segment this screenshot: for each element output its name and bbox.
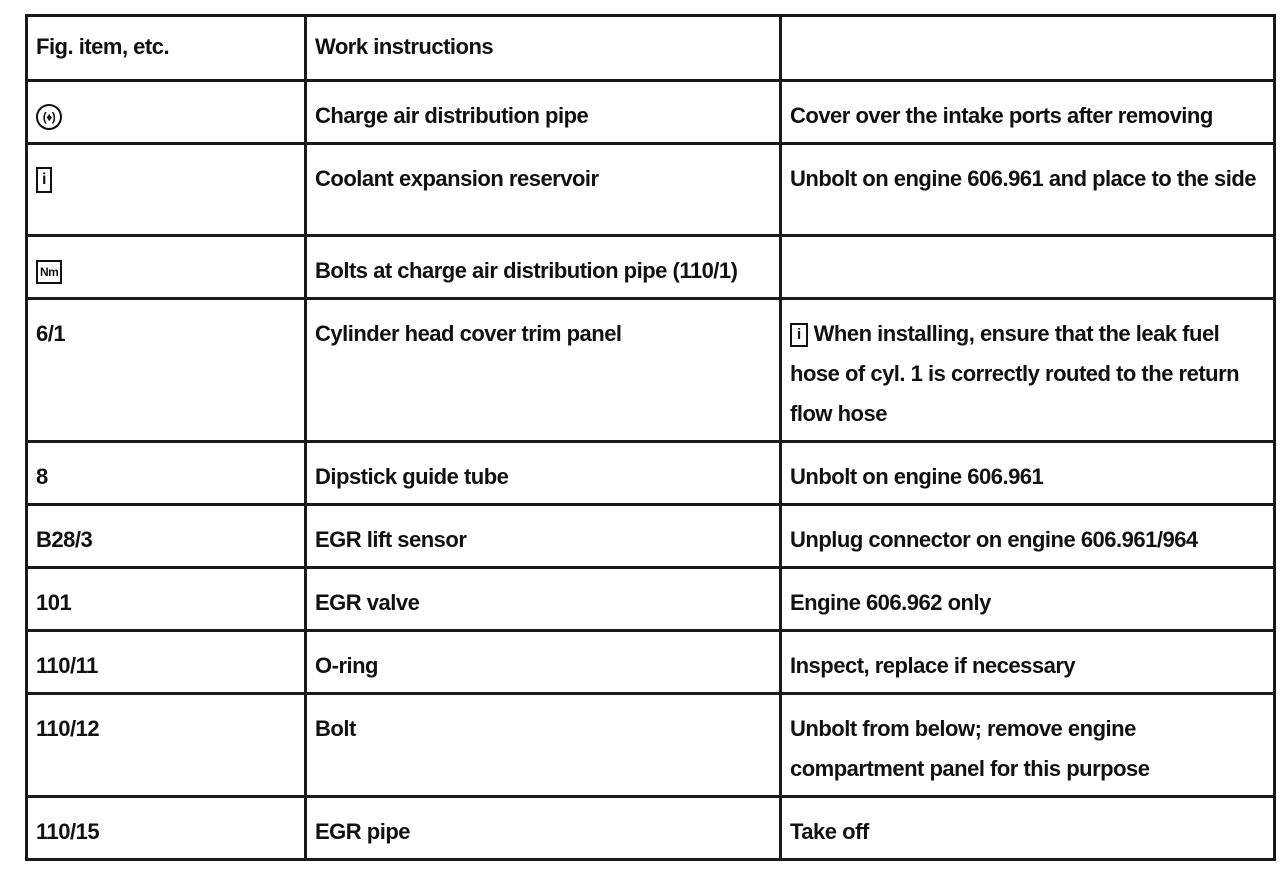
item-cell: 6/1 xyxy=(27,299,306,442)
item-cell: 8 xyxy=(27,442,306,505)
table-header-row xyxy=(27,16,1275,81)
note-text: When installing, ensure that the leak fuel hose of cyl. 1 is correctly routed to the return flow hose xyxy=(790,321,1240,426)
item-cell: B28/3 xyxy=(27,505,306,568)
table-row xyxy=(27,797,1275,860)
torque-icon: Nm xyxy=(36,260,62,284)
item-cell: 110/15 xyxy=(27,797,306,860)
item-cell xyxy=(27,81,306,144)
note-cell xyxy=(781,236,1275,299)
note-cell xyxy=(781,299,1275,442)
instruction-cell: Cylinder head cover trim panel xyxy=(306,299,781,442)
table-row xyxy=(27,81,1275,144)
item-cell: 110/12 xyxy=(27,694,306,797)
instruction-cell: Charge air distribution pipe xyxy=(306,81,781,144)
work-instructions-sheet xyxy=(25,14,1256,861)
note-cell: Unbolt on engine 606.961 xyxy=(781,442,1275,505)
note-cell: Unbolt on engine 606.961 and place to the side xyxy=(781,144,1275,236)
protect-icon: (♦) xyxy=(36,104,62,130)
table-row xyxy=(27,236,1275,299)
work-instructions-table xyxy=(25,14,1276,861)
table-row xyxy=(27,442,1275,505)
instruction-cell: EGR pipe xyxy=(306,797,781,860)
item-cell xyxy=(27,144,306,236)
item-cell xyxy=(27,236,306,299)
item-cell: 110/11 xyxy=(27,631,306,694)
note-cell: Inspect, replace if necessary xyxy=(781,631,1275,694)
table-row xyxy=(27,631,1275,694)
table-row xyxy=(27,568,1275,631)
note-cell: Take off xyxy=(781,797,1275,860)
instruction-cell: Bolt xyxy=(306,694,781,797)
instruction-cell: Bolts at charge air distribution pipe (110/1) xyxy=(306,236,781,299)
instruction-cell: EGR lift sensor xyxy=(306,505,781,568)
table-row xyxy=(27,144,1275,236)
item-cell: 101 xyxy=(27,568,306,631)
instruction-cell: EGR valve xyxy=(306,568,781,631)
header-notes xyxy=(781,16,1275,81)
table-row xyxy=(27,505,1275,568)
note-cell: Cover over the intake ports after removing xyxy=(781,81,1275,144)
instruction-cell: O-ring xyxy=(306,631,781,694)
header-fig-item: Fig. item, etc. xyxy=(27,16,306,81)
instruction-cell: Dipstick guide tube xyxy=(306,442,781,505)
instruction-cell: Coolant expansion reservoir xyxy=(306,144,781,236)
note-cell: Unplug connector on engine 606.961/964 xyxy=(781,505,1275,568)
info-icon: i xyxy=(790,323,808,347)
table-row xyxy=(27,694,1275,797)
header-work-instructions: Work instructions xyxy=(306,16,781,81)
table-row xyxy=(27,299,1275,442)
note-cell: Unbolt from below; remove engine compartment panel for this purpose xyxy=(781,694,1275,797)
info-icon: i xyxy=(36,167,52,193)
note-cell: Engine 606.962 only xyxy=(781,568,1275,631)
